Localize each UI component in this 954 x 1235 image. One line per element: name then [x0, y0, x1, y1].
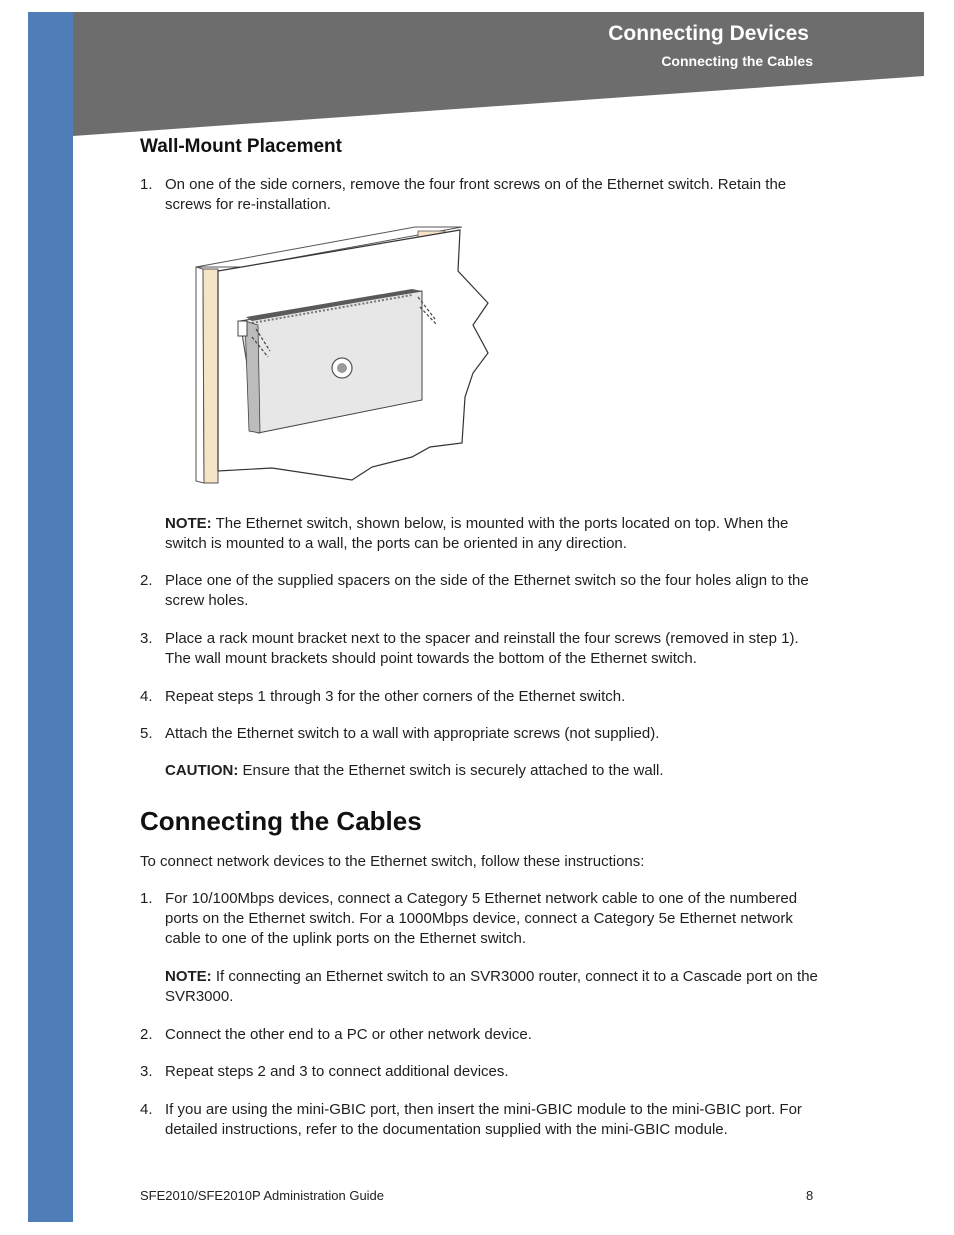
footer-guide-title: SFE2010/SFE2010P Administration Guide — [140, 1188, 385, 1203]
cables-step-4-text: If you are using the mini-GBIC port, then insert the mini-GBIC module to the mini-GBIC port. For detailed instructions, refer to the documentation supplied with the mini-GBIC module. — [165, 1101, 802, 1138]
note-text: The Ethernet switch, shown below, is mounted with the ports located on top. When the switch is mounted to a wall, the ports can be oriented in any direction. — [165, 515, 789, 552]
wall-caution — [165, 761, 825, 781]
caution-label: CAUTION: — [165, 762, 239, 779]
cables-intro: To connect network devices to the Ethernet switch, follow these instructions: — [140, 853, 645, 870]
cables-step-1-number: 1. — [140, 890, 153, 907]
note-text: If connecting an Ethernet switch to an SVR3000 router, connect it to a Cascade port on the SVR3000. — [165, 968, 818, 1005]
header-title: Connecting Devices — [608, 22, 809, 45]
cables-heading: Connecting the Cables — [140, 806, 422, 836]
cables-step-1-text: For 10/100Mbps devices, connect a Category 5 Ethernet network cable to one of the numbered ports on the Ethernet switch. For a 1000Mbps device, connect a Category 5e Ethernet network cable to one of the uplink ports on the Ethernet switch. — [165, 890, 798, 947]
wall-mount-illustration — [190, 225, 495, 490]
wall-note — [165, 514, 825, 554]
cables-step-4-number: 4. — [140, 1101, 153, 1118]
cables-note — [165, 967, 825, 1007]
wall-step-4-number: 4. — [140, 688, 153, 705]
cables-step-2-number: 2. — [140, 1026, 153, 1043]
cables-step-3-text: Repeat steps 2 and 3 to connect additional devices. — [165, 1063, 509, 1080]
note-label: NOTE: — [165, 515, 212, 532]
wall-step-1-number: 1. — [140, 176, 153, 193]
wall-step-5-text: Attach the Ethernet switch to a wall with appropriate screws (not supplied). — [165, 725, 660, 742]
wall-step-2-text: Place one of the supplied spacers on the side of the Ethernet switch so the four holes align to the screw holes. — [165, 572, 809, 609]
wall-step-3-number: 3. — [140, 630, 153, 647]
caution-text: Ensure that the Ethernet switch is securely attached to the wall. — [238, 762, 664, 779]
wall-step-2-number: 2. — [140, 572, 153, 589]
note-label: NOTE: — [165, 968, 212, 985]
cables-step-2-text: Connect the other end to a PC or other network device. — [165, 1026, 532, 1043]
footer-page-number: 8 — [806, 1188, 814, 1203]
cables-step-3-number: 3. — [140, 1063, 153, 1080]
wall-step-3-text: Place a rack mount bracket next to the spacer and reinstall the four screws (removed in step 1). The wall mount brackets should point towards the bottom of the Ethernet switch. — [165, 630, 799, 667]
header-subtitle: Connecting the Cables — [661, 53, 813, 69]
side-accent-bar — [28, 12, 73, 1222]
wall-step-4-text: Repeat steps 1 through 3 for the other corners of the Ethernet switch. — [165, 688, 626, 705]
wall-mount-heading: Wall-Mount Placement — [140, 136, 342, 157]
wall-step-1-text: On one of the side corners, remove the four front screws on of the Ethernet switch. Retain the screws for re-installation. — [165, 176, 787, 213]
wall-step-5-number: 5. — [140, 725, 153, 742]
